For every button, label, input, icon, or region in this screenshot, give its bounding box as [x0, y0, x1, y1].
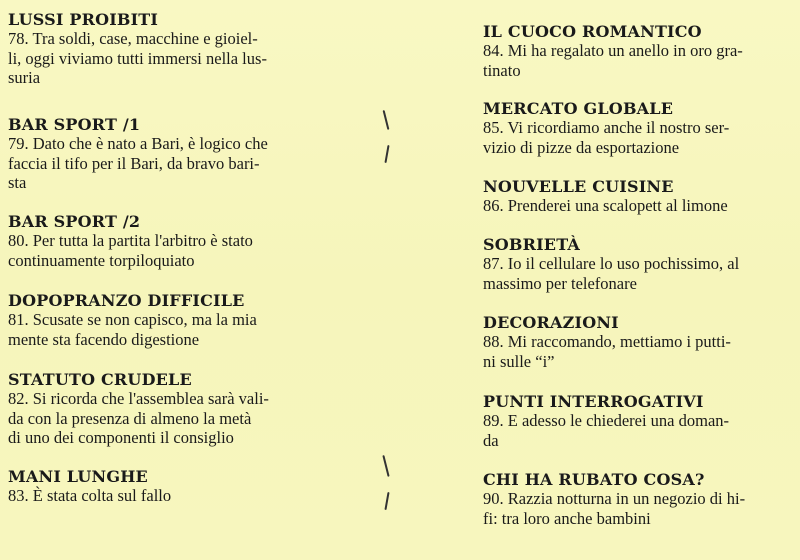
entry-title: DOPOPRANZO DIFFICILE [8, 291, 245, 310]
entry-81 [8, 291, 308, 349]
entry-title: SOBRIETÀ [483, 235, 581, 254]
entry-title: MANI LUNGHE [8, 467, 148, 486]
entry-85 [483, 99, 788, 157]
entry-84 [483, 22, 788, 80]
entry-88 [483, 313, 788, 371]
entry-line: 81. Scusate se non capisco, ma la mia [8, 310, 257, 329]
entry-text [8, 389, 308, 448]
entry-line: ni sulle “i” [483, 351, 555, 371]
entry-line: 85. Vi ricordiamo anche il nostro ser- [483, 118, 730, 137]
entry-79 [8, 115, 308, 193]
entry-text [8, 134, 308, 193]
entry-line: 87. Io il cellulare lo uso pochissimo, al [483, 254, 740, 273]
entry-line: sta [8, 173, 27, 192]
entry-text [8, 486, 308, 506]
entry-title: PUNTI INTERROGATIVI [483, 392, 704, 411]
entry-title: BAR SPORT /1 [8, 115, 141, 134]
entry-line: li, oggi viviamo tutti immersi nella lus- [8, 48, 267, 68]
entry-text [8, 231, 308, 270]
entry-text [483, 489, 788, 528]
entry-line: di uno dei componenti il consiglio [8, 428, 234, 447]
entry-text [483, 411, 788, 450]
entry-line: vizio di pizze da esportazione [483, 137, 680, 157]
entry-text [483, 196, 788, 216]
entry-line: 79. Dato che è nato a Bari, è logico che [8, 134, 268, 153]
entry-title: STATUTO CRUDELE [8, 370, 192, 389]
entry-line: massimo per telefonare [483, 273, 637, 293]
entry-title: NOUVELLE CUISINE [483, 177, 674, 196]
entry-line: 83. È stata colta sul fallo [8, 486, 172, 505]
entry-title: IL CUOCO ROMANTICO [483, 22, 702, 41]
entry-line: da [483, 430, 499, 450]
entry-line: 84. Mi ha regalato un anello in oro gra- [483, 41, 743, 60]
entry-text [483, 332, 788, 371]
entry-line: 90. Razzia notturna in un negozio di hi- [483, 489, 746, 508]
entry-text [483, 254, 788, 293]
entry-line: continuamente torpiloquiato [8, 250, 195, 270]
entry-line: 78. Tra soldi, case, macchine e gioiel- [8, 29, 258, 48]
entry-title: MERCATO GLOBALE [483, 99, 674, 118]
entry-line: mente sta facendo digestione [8, 329, 200, 349]
entry-text [8, 29, 308, 88]
entry-80 [8, 212, 308, 270]
entry-line: tinato [483, 60, 521, 80]
entry-text [8, 310, 308, 349]
entry-title: BAR SPORT /2 [8, 212, 141, 231]
entry-title: CHI HA RUBATO COSA? [483, 470, 705, 489]
entry-title: DECORAZIONI [483, 313, 619, 332]
entry-line: suria [8, 68, 41, 87]
entry-line: 89. E adesso le chiederei una doman- [483, 411, 730, 430]
entry-89 [483, 392, 788, 450]
entry-title: LUSSI PROIBITI [8, 10, 159, 29]
entry-line: 88. Mi raccomando, mettiamo i putti- [483, 332, 731, 351]
entry-line: fi: tra loro anche bambini [483, 508, 651, 528]
fold-mark [382, 455, 389, 477]
entry-line: da con la presenza di almeno la metà [8, 408, 252, 428]
entry-87 [483, 235, 788, 293]
entry-line: 86. Prenderei una scalopett al limone [483, 196, 728, 215]
entry-line: 82. Si ricorda che l'assemblea sarà vali- [8, 389, 269, 408]
entry-86 [483, 177, 788, 216]
entry-90 [483, 470, 788, 528]
entry-line: faccia il tifo per il Bari, da bravo bari- [8, 153, 260, 173]
fold-mark [384, 492, 389, 510]
entry-83 [8, 467, 308, 506]
entry-text [483, 118, 788, 157]
entry-78 [8, 10, 308, 88]
entry-line: 80. Per tutta la partita l'arbitro è stato [8, 231, 253, 250]
fold-mark [383, 110, 389, 130]
entry-text [483, 41, 788, 80]
fold-mark [384, 145, 389, 163]
entry-82 [8, 370, 308, 448]
